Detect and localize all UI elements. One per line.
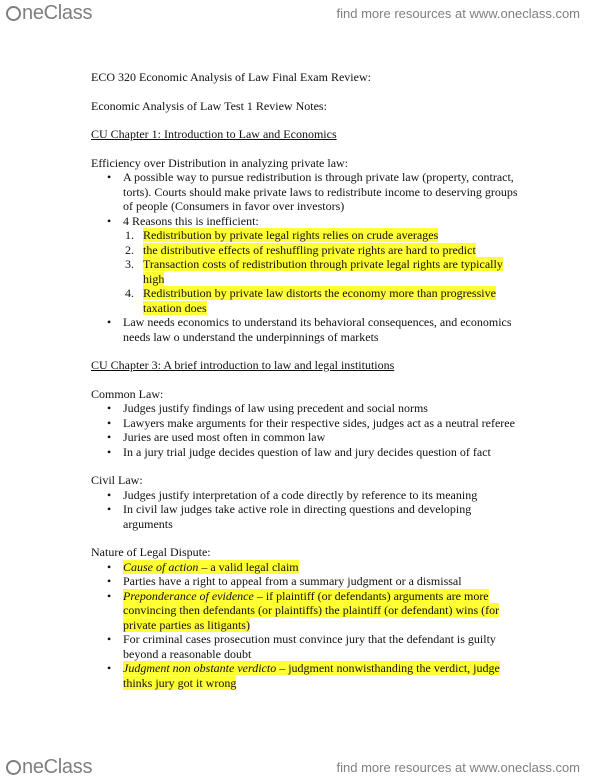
civil-law-list — [91, 488, 521, 532]
list-item: • For criminal cases prosecution must convince jury that the defendant is guilty beyond a reasonable doubt — [91, 632, 521, 661]
page-footer — [0, 754, 602, 780]
list-item: • Parties have a right to appeal from a summary judgment or a dismissal — [91, 574, 521, 589]
document-body — [91, 70, 521, 690]
list-item: • Judgment non obstante verdicto – judgment nonwisthanding the verdict, judge thinks jury got it wrong — [91, 661, 521, 690]
logo-o-icon — [6, 6, 21, 21]
list-item: • Juries are used most often in common law — [91, 430, 521, 445]
chapter-3-heading: CU Chapter 3: A brief introduction to law and legal institutions — [91, 358, 395, 372]
term-preponderance: Preponderance of evidence — [123, 588, 254, 603]
reasons-list — [91, 228, 521, 315]
ch1-list-cont — [91, 315, 521, 344]
reason-item: 3. Transaction costs of redistribution through private legal rights are typically high — [125, 257, 503, 286]
ch1-section — [91, 156, 521, 345]
reason-item: 2. the distributive effects of reshuffling private rights are hard to predict — [125, 242, 476, 257]
term-cause-of-action: Cause of action — [123, 559, 199, 574]
reason-item: 1. Redistribution by private legal rights relies on crude averages — [125, 228, 439, 242]
chapter-1-heading: CU Chapter 1: Introduction to Law and Economics — [91, 127, 337, 141]
list-item: • 4 Reasons this is inefficient: — [91, 214, 521, 229]
header-tagline[interactable]: find more resources at www.oneclass.com — [336, 6, 580, 21]
list-item: • In civil law judges take active role in directing questions and developing arguments — [91, 502, 521, 531]
list-item: • Cause of action – a valid legal claim — [91, 560, 521, 575]
list-item: • Judges justify findings of law using precedent and social norms — [91, 401, 521, 416]
reason-item: 4. Redistribution by private law distorts the economy more than progressive taxation does — [125, 286, 496, 315]
list-item: • Law needs economics to understand its behavioral consequences, and economics needs law o understand the underpinnings of markets — [91, 315, 521, 344]
logo-o-icon — [6, 760, 21, 775]
civil-law-section — [91, 473, 521, 531]
civil-law-label: Civil Law: — [91, 473, 143, 487]
legal-dispute-section — [91, 545, 521, 690]
footer-tagline[interactable]: find more resources at www.oneclass.com — [336, 760, 580, 775]
oneclass-logo[interactable]: neClass — [6, 2, 92, 25]
list-item: • A possible way to pursue redistribution is through private law (property, contract, torts). Courts should make private laws to redistribute income to deserving groups of people (Consumers in favor over investors) — [91, 170, 521, 214]
list-item: • Lawyers make arguments for their respective sides, judges act as a neutral referee — [91, 416, 521, 431]
common-law-list — [91, 401, 521, 459]
list-item: • Judges justify interpretation of a code directly by reference to its meaning — [91, 488, 521, 503]
term-jnov: Judgment non obstante verdicto — [123, 661, 277, 675]
common-law-label: Common Law: — [91, 386, 164, 401]
list-item: • Preponderance of evidence – if plaintiff (or defendants) arguments are more convincing then defendants (or plaintiffs) the plaintiff (or defendant) wins (for private parties as litigants) — [91, 589, 521, 633]
page-header — [0, 0, 602, 26]
oneclass-logo-footer[interactable]: neClass — [6, 756, 92, 779]
common-law-section — [91, 387, 521, 460]
legal-dispute-label: Nature of Legal Dispute: — [91, 545, 211, 559]
ch1-subheading: Efficiency over Distribution in analyzing private law: — [91, 155, 349, 170]
doc-subtitle: Economic Analysis of Law Test 1 Review Notes: — [91, 98, 327, 113]
ch1-list — [91, 170, 521, 228]
doc-title: ECO 320 Economic Analysis of Law Final Exam Review: — [91, 70, 371, 84]
list-item: • In a jury trial judge decides question of law and jury decides question of fact — [91, 445, 521, 460]
legal-dispute-list — [91, 560, 521, 691]
